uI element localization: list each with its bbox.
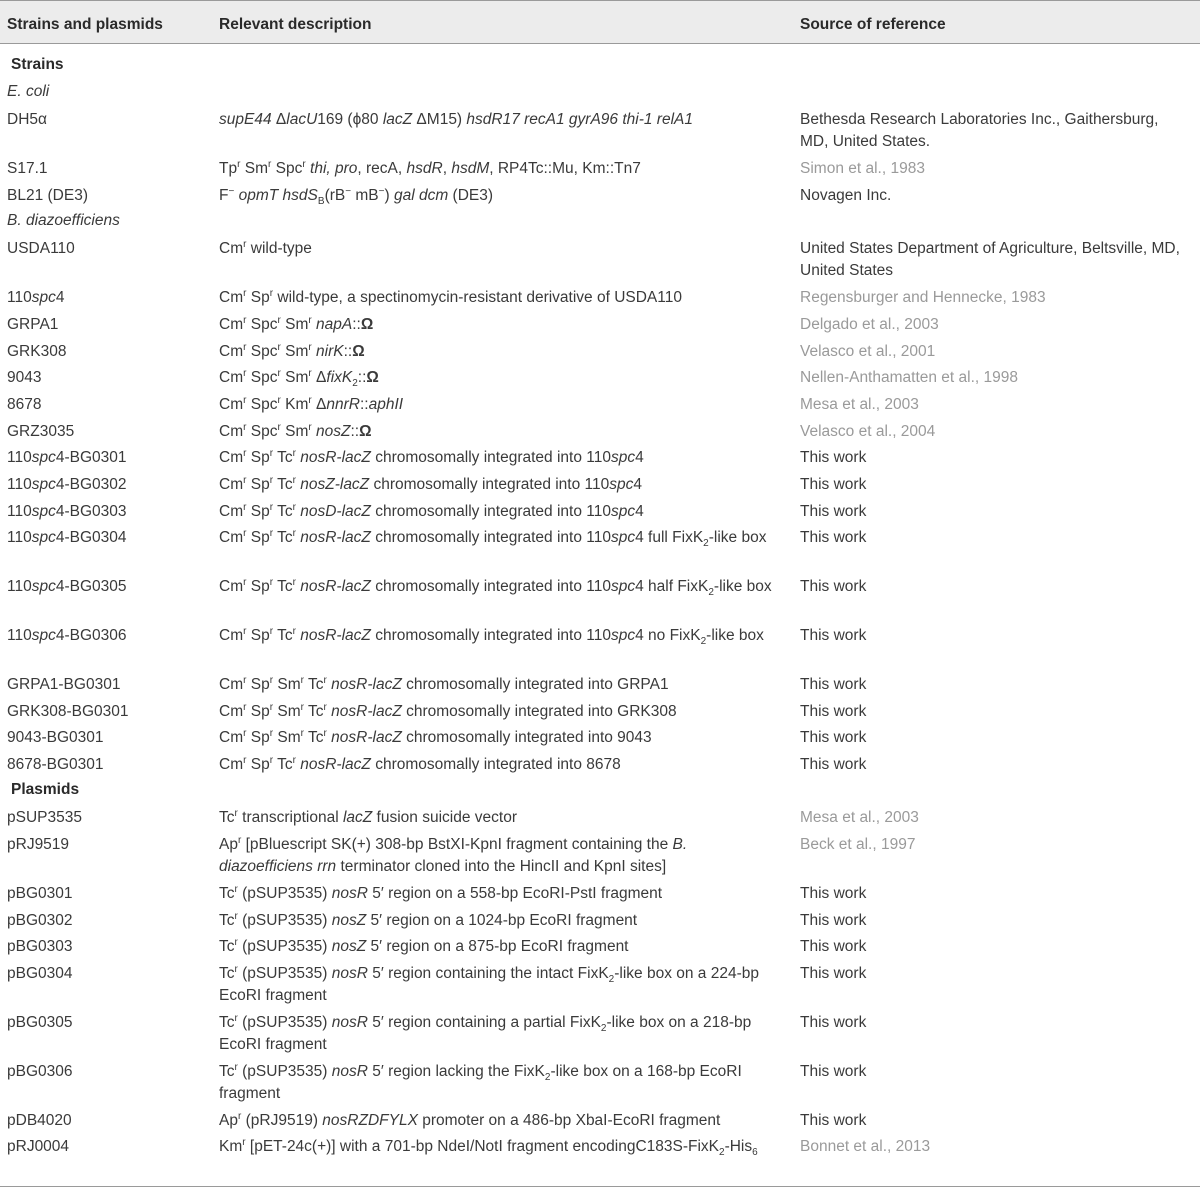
relevant-description: Cm$^r$ Sp$^r$ Tc$^r$ nosZ-lacZ chromosomally integrated into 110spc4 [219, 474, 642, 493]
group-e-coli: E. coli [7, 83, 50, 100]
strain-plasmid-name: 110spc4 [7, 289, 65, 306]
relevant-description: Tp$^r$ Sm$^r$ Spc$^r$ thi, pro, recA, hsdR, hsdM, RP4Tc::Mu, Km::Tn7 [219, 158, 641, 177]
relevant-description: Cm$^r$ Spc$^r$ Sm$^r$ ΔfixK$_2$::Ω [219, 367, 379, 390]
source-of-reference[interactable]: Beck et al., 1997 [800, 836, 916, 853]
source-of-reference[interactable]: Regensburger and Hennecke, 1983 [800, 289, 1046, 306]
relevant-description: Km$^r$ [pET-24c(+)] with a 701-bp NdeI/NotI fragment encodingC183S-FixK$_2$-His$_6$ [219, 1136, 758, 1159]
relevant-description: Tc$^r$ (pSUP3535) nosR 5′ region on a 558-bp EcoRI-PstI fragment [219, 883, 663, 902]
source-of-reference: This work [800, 885, 867, 902]
table-header [0, 0, 1200, 44]
source-of-reference[interactable]: Mesa et al., 2003 [800, 396, 919, 413]
relevant-description: F− opmT hsdS$_B$(rB− mB−) gal dcm (DE3) [219, 185, 494, 208]
strain-plasmid-name: pBG0302 [7, 912, 73, 929]
relevant-description: Cm$^r$ Sp$^r$ Tc$^r$ nosR-lacZ chromosomally integrated into 110spc4 no FixK$_2$-like box [219, 625, 764, 648]
relevant-description: Tc$^r$ (pSUP3535) nosR 5′ region lacking the FixK$_2$-like box on a 168-bp EcoRI fragment [219, 1061, 742, 1102]
strain-plasmid-name: 110spc4-BG0303 [7, 503, 127, 520]
strain-plasmid-name: pBG0305 [7, 1014, 73, 1031]
relevant-description: Tc$^r$ (pSUP3535) nosR 5′ region containing the intact FixK$_2$-like box on a 224-bp EcoRI fragment [219, 963, 759, 1004]
source-of-reference[interactable]: Bonnet et al., 2013 [800, 1138, 931, 1155]
relevant-description: Cm$^r$ wild-type [219, 238, 312, 257]
strain-plasmid-name: USDA110 [7, 240, 75, 257]
source-of-reference[interactable]: Delgado et al., 2003 [800, 316, 939, 333]
source-of-reference[interactable]: Velasco et al., 2004 [800, 423, 936, 440]
strain-plasmid-name: pBG0303 [7, 938, 73, 955]
strain-plasmid-name: pSUP3535 [7, 809, 82, 826]
strain-plasmid-name: 9043-BG0301 [7, 729, 104, 746]
source-of-reference: This work [800, 729, 867, 746]
relevant-description: supE44 ΔlacU169 (ϕ80 lacZ ΔM15) hsdR17 recA1 gyrA96 thi-1 relA1 [219, 111, 693, 128]
source-of-reference: This work [800, 529, 867, 546]
relevant-description: Ap$^r$ (pRJ9519) nosRZDFYLX promoter on a 486-bp XbaI-EcoRI fragment [219, 1110, 721, 1129]
strain-plasmid-name: 8678 [7, 396, 42, 413]
strain-plasmid-name: 110spc4-BG0305 [7, 578, 127, 595]
relevant-description: Cm$^r$ Spc$^r$ Sm$^r$ napA::Ω [219, 314, 374, 333]
relevant-description: Tc$^r$ (pSUP3535) nosZ 5′ region on a 1024-bp EcoRI fragment [219, 910, 638, 929]
strain-plasmid-name: GRK308-BG0301 [7, 703, 129, 720]
strain-plasmid-name: S17.1 [7, 160, 48, 177]
strain-plasmid-name: 110spc4-BG0304 [7, 529, 127, 546]
source-of-reference: This work [800, 1063, 867, 1080]
source-of-reference: This work [800, 756, 867, 773]
strain-plasmid-name: pBG0306 [7, 1063, 73, 1080]
strain-plasmid-name: pBG0301 [7, 885, 73, 902]
source-of-reference[interactable]: Simon et al., 1983 [800, 160, 925, 177]
section-strains: Strains [11, 56, 64, 73]
source-of-reference: This work [800, 449, 867, 466]
strain-plasmid-name: pRJ0004 [7, 1138, 70, 1155]
header-relevant-description: Relevant description [219, 16, 372, 33]
strain-plasmid-name: 110spc4-BG0301 [7, 449, 127, 466]
relevant-description: Tc$^r$ (pSUP3535) nosR 5′ region containing a partial FixK$_2$-like box on a 218-bp EcoRI fragment [219, 1012, 752, 1053]
relevant-description: Cm$^r$ Sp$^r$ Sm$^r$ Tc$^r$ nosR-lacZ chromosomally integrated into GRPA1 [219, 674, 669, 693]
source-of-reference: This work [800, 503, 867, 520]
relevant-description: Cm$^r$ Spc$^r$ Sm$^r$ nirK::Ω [219, 341, 365, 360]
relevant-description: Cm$^r$ Sp$^r$ wild-type, a spectinomycin-resistant derivative of USDA110 [219, 287, 682, 306]
source-of-reference: This work [800, 938, 867, 955]
relevant-description: Cm$^r$ Sp$^r$ Tc$^r$ nosD-lacZ chromosomally integrated into 110spc4 [219, 501, 644, 520]
relevant-description: Cm$^r$ Sp$^r$ Tc$^r$ nosR-lacZ chromosomally integrated into 110spc4 half FixK$_2$-like box [219, 576, 772, 599]
source-of-reference: This work [800, 1112, 867, 1129]
strain-plasmid-name: pRJ9519 [7, 836, 70, 853]
strain-plasmid-name: GRPA1 [7, 316, 59, 333]
source-of-reference: This work [800, 965, 867, 982]
strain-plasmid-name: GRPA1-BG0301 [7, 676, 121, 693]
source-of-reference: This work [800, 676, 867, 693]
strain-plasmid-name: 110spc4-BG0306 [7, 627, 127, 644]
source-of-reference[interactable]: Velasco et al., 2001 [800, 343, 936, 360]
relevant-description: Cm$^r$ Sp$^r$ Tc$^r$ nosR-lacZ chromosomally integrated into 110spc4 [219, 447, 644, 466]
source-of-reference: This work [800, 578, 867, 595]
strain-plasmid-name: pBG0304 [7, 965, 73, 982]
strain-plasmid-name: GRK308 [7, 343, 67, 360]
source-of-reference: United States Department of Agriculture, Beltsville, MD, United States [800, 240, 1180, 279]
relevant-description: Tc$^r$ (pSUP3535) nosZ 5′ region on a 875-bp EcoRI fragment [219, 936, 629, 955]
source-of-reference[interactable]: Nellen-Anthamatten et al., 1998 [800, 369, 1018, 386]
strain-plasmid-name: 110spc4-BG0302 [7, 476, 127, 493]
group-b-diazoefficiens: B. diazoefficiens [7, 212, 120, 229]
header-strains-plasmids: Strains and plasmids [7, 16, 163, 33]
source-of-reference[interactable]: Mesa et al., 2003 [800, 809, 919, 826]
relevant-description: Cm$^r$ Sp$^r$ Sm$^r$ Tc$^r$ nosR-lacZ chromosomally integrated into GRK308 [219, 701, 677, 720]
strain-plasmid-name: GRZ3035 [7, 423, 75, 440]
source-of-reference: This work [800, 703, 867, 720]
source-of-reference: This work [800, 1014, 867, 1031]
relevant-description: Cm$^r$ Sp$^r$ Tc$^r$ nosR-lacZ chromosomally integrated into 110spc4 full FixK$_2$-like box [219, 527, 767, 550]
strain-plasmid-name: 8678-BG0301 [7, 756, 104, 773]
source-of-reference: This work [800, 476, 867, 493]
strain-plasmid-name: BL21 (DE3) [7, 187, 88, 204]
relevant-description: Cm$^r$ Spc$^r$ Sm$^r$ nosZ::Ω [219, 421, 372, 440]
table-bottom-rule [0, 1186, 1200, 1187]
relevant-description: Cm$^r$ Sp$^r$ Tc$^r$ nosR-lacZ chromosomally integrated into 8678 [219, 754, 621, 773]
source-of-reference: Bethesda Research Laboratories Inc., Gaithersburg, MD, United States. [800, 111, 1159, 150]
relevant-description: Tc$^r$ transcriptional lacZ fusion suicide vector [219, 807, 517, 826]
source-of-reference: Novagen Inc. [800, 187, 892, 204]
relevant-description: Ap$^r$ [pBluescript SK(+) 308-bp BstXI-KpnI fragment containing the B. diazoefficiens rrn terminator cloned into the HincII and KpnI sites] [219, 834, 688, 875]
section-plasmids: Plasmids [11, 781, 80, 798]
strain-plasmid-name: 9043 [7, 369, 42, 386]
relevant-description: Cm$^r$ Spc$^r$ Km$^r$ ΔnnrR::aphII [219, 394, 404, 413]
source-of-reference: This work [800, 912, 867, 929]
strain-plasmid-name: DH5α [7, 111, 47, 128]
strain-plasmid-name: pDB4020 [7, 1112, 72, 1129]
header-source-of-reference: Source of reference [800, 16, 946, 33]
relevant-description: Cm$^r$ Sp$^r$ Sm$^r$ Tc$^r$ nosR-lacZ chromosomally integrated into 9043 [219, 727, 652, 746]
source-of-reference: This work [800, 627, 867, 644]
